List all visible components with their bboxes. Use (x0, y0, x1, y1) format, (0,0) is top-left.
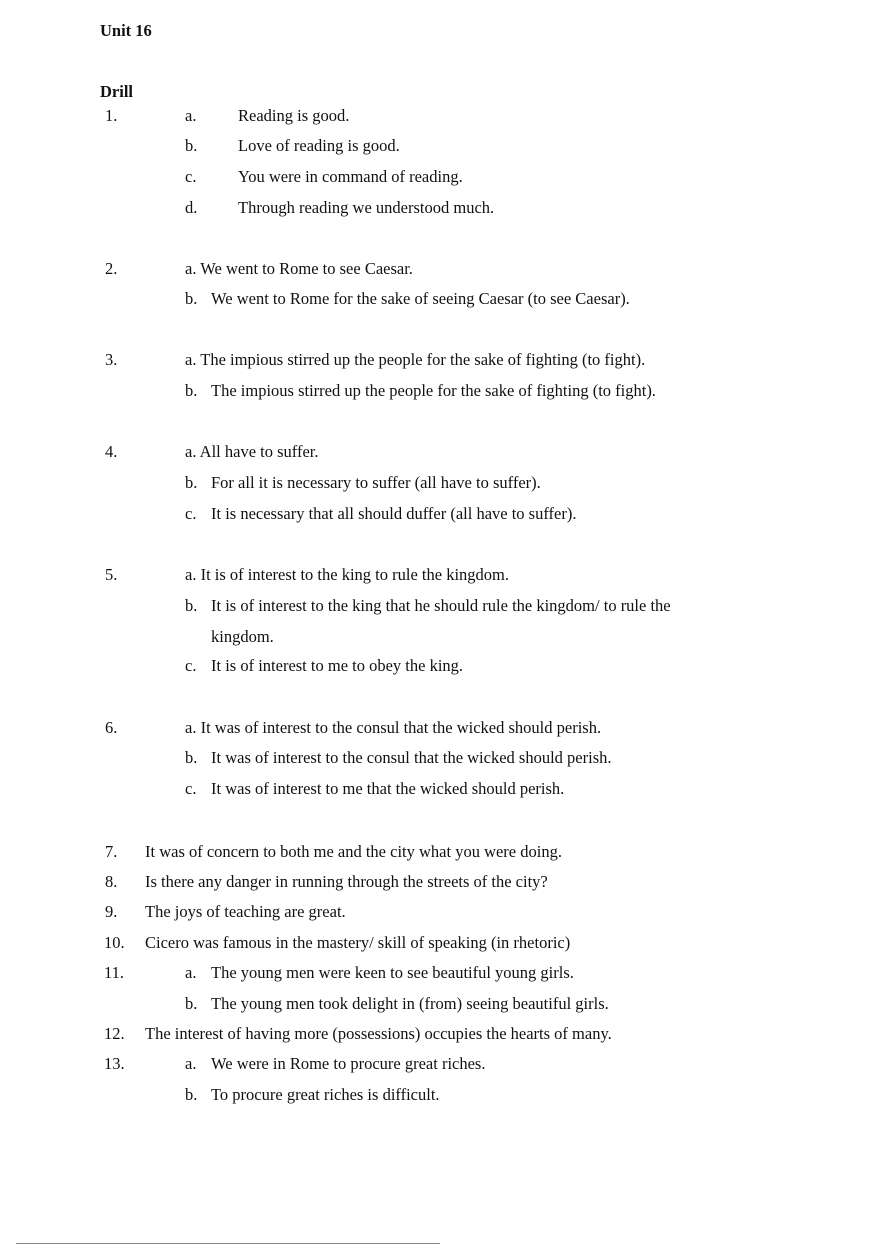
item-13a-text: We were in Rome to procure great riches. (211, 1054, 486, 1073)
item-13-number: 13. (104, 1054, 125, 1073)
item-12-number: 12. (104, 1024, 125, 1043)
item-3b-letter: b. (185, 381, 198, 400)
item-1c-letter: c. (185, 167, 197, 186)
item-7-number: 7. (105, 842, 118, 861)
item-7-text: It was of concern to both me and the city what you were doing. (145, 842, 562, 861)
item-2a-text: a. We went to Rome to see Caesar. (185, 259, 413, 278)
item-2-number: 2. (105, 259, 118, 278)
item-5b-letter: b. (185, 596, 198, 615)
item-1c-text: You were in command of reading. (238, 167, 463, 186)
item-1d-text: Through reading we understood much. (238, 198, 495, 217)
item-13b-letter: b. (185, 1085, 198, 1104)
item-6c-text: It was of interest to me that the wicked should perish. (211, 779, 565, 798)
drill-heading: Drill (100, 82, 133, 101)
item-6b-letter: b. (185, 748, 198, 767)
item-5c-text: It is of interest to me to obey the king. (211, 656, 464, 675)
item-13a-letter: a. (185, 1054, 197, 1073)
item-8-text: Is there any danger in running through the streets of the city? (145, 872, 548, 891)
item-3b-text: The impious stirred up the people for the sake of fighting (to fight). (211, 381, 656, 400)
item-11a-text: The young men were keen to see beautiful young girls. (211, 963, 574, 982)
item-3-number: 3. (105, 350, 118, 369)
item-4c-letter: c. (185, 504, 197, 523)
item-1b-letter: b. (185, 136, 198, 155)
item-10-text: Cicero was famous in the mastery/ skill of speaking (in rhetoric) (145, 933, 571, 952)
footer-divider (16, 1243, 440, 1244)
item-1b-text: Love of reading is good. (238, 136, 400, 155)
item-11a-letter: a. (185, 963, 197, 982)
item-6a-text: a. It was of interest to the consul that the wicked should perish. (185, 718, 602, 737)
item-6-number: 6. (105, 718, 118, 737)
item-11b-letter: b. (185, 994, 198, 1013)
item-1-number: 1. (105, 106, 118, 125)
item-2b-text: We went to Rome for the sake of seeing Caesar (to see Caesar). (211, 289, 630, 308)
item-11-number: 11. (104, 963, 125, 982)
item-4-number: 4. (105, 442, 118, 461)
item-4a-text: a. All have to suffer. (185, 442, 319, 461)
item-6c-letter: c. (185, 779, 197, 798)
item-12-text: The interest of having more (possessions) occupies the hearts of many. (145, 1024, 612, 1043)
item-5c-letter: c. (185, 656, 197, 675)
item-4b-letter: b. (185, 473, 198, 492)
item-1a-text: Reading is good. (238, 106, 350, 125)
item-1a-letter: a. (185, 106, 197, 125)
item-4c-text: It is necessary that all should duffer (all have to suffer). (211, 504, 577, 523)
unit-title: Unit 16 (100, 21, 152, 40)
item-10-number: 10. (104, 933, 125, 952)
item-5a-text: a. It is of interest to the king to rule the kingdom. (185, 565, 509, 584)
item-5-number: 5. (105, 565, 118, 584)
item-9-number: 9. (105, 902, 118, 921)
item-11b-text: The young men took delight in (from) seeing beautiful girls. (211, 994, 609, 1013)
item-5b-text: It is of interest to the king that he should rule the kingdom/ to rule the (211, 596, 671, 615)
item-8-number: 8. (105, 872, 118, 891)
item-6b-text: It was of interest to the consul that the wicked should perish. (211, 748, 612, 767)
item-13b-text: To procure great riches is difficult. (211, 1085, 440, 1104)
item-2b-letter: b. (185, 289, 198, 308)
item-3a-text: a. The impious stirred up the people for the sake of fighting (to fight). (185, 350, 646, 369)
item-4b-text: For all it is necessary to suffer (all have to suffer). (211, 473, 541, 492)
item-1d-letter: d. (185, 198, 198, 217)
item-5b-text-continued: kingdom. (211, 627, 274, 646)
item-9-text: The joys of teaching are great. (145, 902, 346, 921)
